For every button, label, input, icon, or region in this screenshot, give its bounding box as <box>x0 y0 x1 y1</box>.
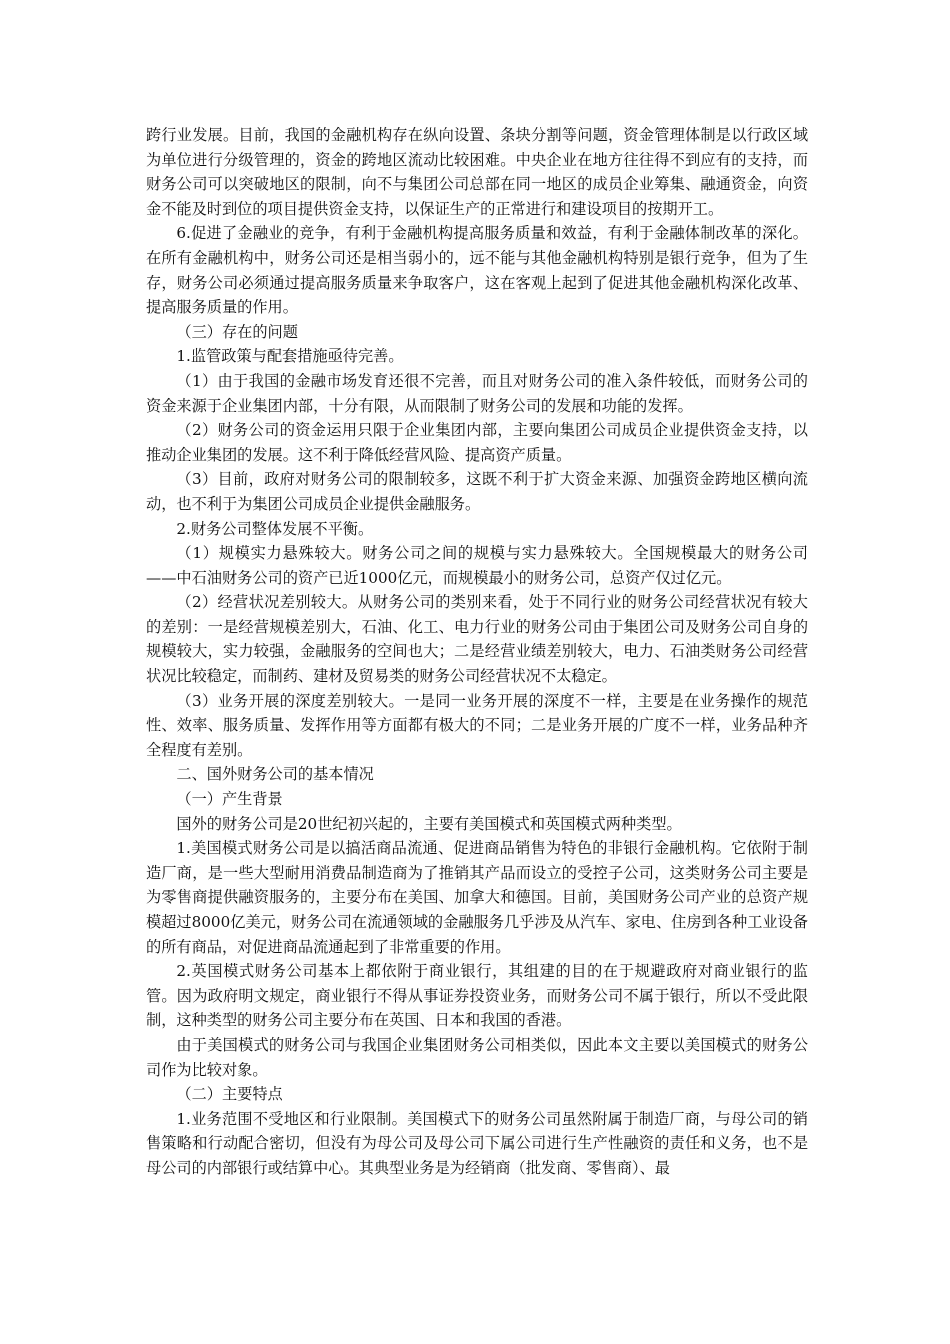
paragraph-feature-1: 1.业务范围不受地区和行业限制。美国模式下的财务公司虽然附属于制造厂商，与母公司的销售策略和行动配合密切，但没有为母公司及母公司下属公司进行生产性融资的责任和义务，也不是母公司的内部银行或结算中心。其典型业务是为经销商（批发商、零售商）、最 <box>146 1109 808 1177</box>
section-heading-problems: （三）存在的问题 <box>176 322 298 341</box>
paragraph-item-3: （3）目前，政府对财务公司的限制较多，这既不利于扩大资金来源、加强资金跨地区横向流动，也不利于为集团公司成员企业提供金融服务。 <box>146 470 808 513</box>
paragraph-depth: （3）业务开展的深度差别较大。一是同一业务开展的深度不一样，主要是在业务操作的规范性、效率、服务质量、发挥作用等方面都有极大的不同；二是业务开展的广度不一样，业务品种齐全程度有差别。 <box>146 691 808 759</box>
section-heading-foreign: 二、国外财务公司的基本情况 <box>176 765 374 784</box>
paragraph-uk-model: 2.英国模式财务公司基本上都依附于商业银行，其组建的目的在于规避政府对商业银行的监管。因为政府明文规定，商业银行不得从事证券投资业务，而财务公司不属于银行，所以不受此限制，这种类型的财务公司主要分布在英国、日本和我国的香港。 <box>146 962 808 1030</box>
paragraph-item-2: （2）财务公司的资金运用只限于企业集团内部，主要向集团公司成员企业提供资金支持，以推动企业集团的发展。这不利于降低经营风险、提高资产质量。 <box>146 421 808 464</box>
paragraph-point-6: 6.促进了金融业的竞争，有利于金融机构提高服务质量和效益，有利于金融体制改革的深化。在所有金融机构中，财务公司还是相当弱小的，远不能与其他金融机构特别是银行竞争，但为了生存，财务公司必须通过提高服务质量来争取客户，这在客观上起到了促进其他金融机构深化改革、提高服务质量的作用。 <box>146 224 808 317</box>
paragraph-intro: 国外的财务公司是20世纪初兴起的，主要有美国模式和英国模式两种类型。 <box>176 814 682 833</box>
section-heading-background: （一）产生背景 <box>176 790 283 809</box>
section-heading-features: （二）主要特点 <box>176 1085 283 1104</box>
subheading-regulation: 1.监管政策与配套措施亟待完善。 <box>176 347 404 366</box>
paragraph-operations: （2）经营状况差别较大。从财务公司的类别来看，处于不同行业的财务公司经营状况有较大的差别：一是经营规模差别大，石油、化工、电力行业的财务公司由于集团公司及财务公司自身的规模较大，实力较强，金融服务的空间也大；二是经营业绩差别较大，电力、石油类财务公司经营状况比较稳定，而制药、建材及贸易类的财务公司经营状况不太稳定。 <box>146 593 808 686</box>
subheading-imbalance: 2.财务公司整体发展不平衡。 <box>176 519 374 538</box>
paragraph-continuation: 跨行业发展。目前，我国的金融机构存在纵向设置、条块分割等问题，资金管理体制是以行政区域为单位进行分级管理的，资金的跨地区流动比较困难。中央企业在地方往往得不到应有的支持，而财务公司可以突破地区的限制，向不与集团公司总部在同一地区的成员企业筹集、融通资金，向资金不能及时到位的项目提供资金支持，以保证生产的正常进行和建设项目的按期开工。 <box>146 126 808 218</box>
paragraph-item-1: （1）由于我国的金融市场发育还很不完善，而且对财务公司的准入条件较低，而财务公司的资金来源于企业集团内部，十分有限，从而限制了财务公司的发展和功能的发挥。 <box>146 371 808 415</box>
paragraph-scale: （1）规模实力悬殊较大。财务公司之间的规模与实力悬殊较大。全国规模最大的财务公司——中石油财务公司的资产已近1000亿元，而规模最小的财务公司，总资产仅过亿元。 <box>146 544 808 587</box>
paragraph-us-model: 1.美国模式财务公司是以搞活商品流通、促进商品销售为特色的非银行金融机构。它依附于制造厂商，是一些大型耐用消费品制造商为了推销其产品而设立的受控子公司，这类财务公司主要是为零售商提供融资服务的，主要分布在美国、加拿大和德国。目前，美国财务公司产业的总资产规模超过8000亿美元，财务公司在流通领域的金融服务几乎涉及从汽车、家电、住房到各种工业设备的所有商品，对促进商品流通起到了非常重要的作用。 <box>146 839 808 956</box>
paragraph-comparison: 由于美国模式的财务公司与我国企业集团财务公司相类似，因此本文主要以美国模式的财务公司作为比较对象。 <box>146 1035 808 1079</box>
document-body <box>146 123 808 1181</box>
